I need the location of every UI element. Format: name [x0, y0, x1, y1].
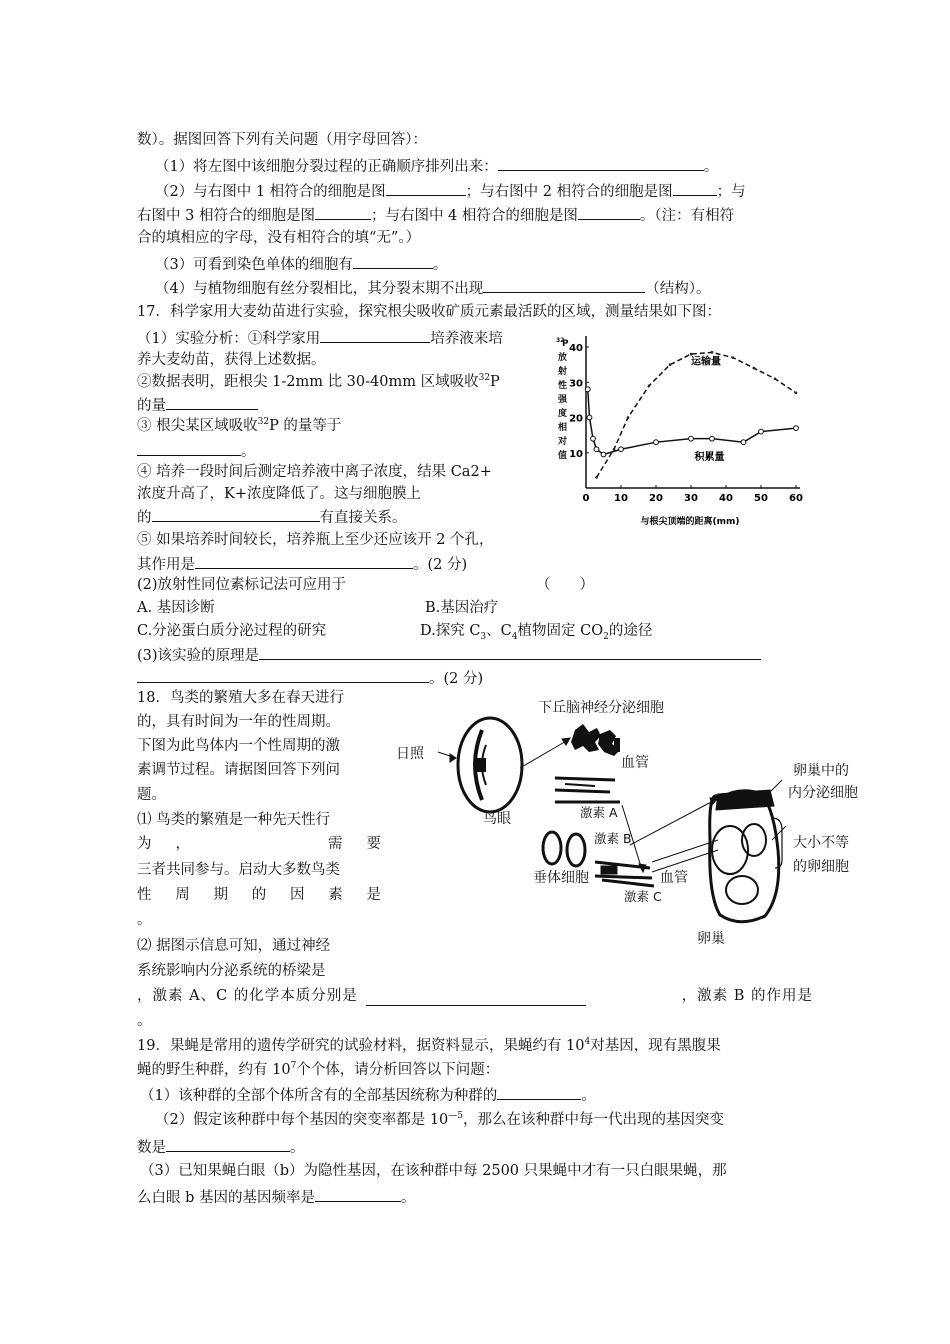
vessel-a — [555, 778, 620, 802]
q16-part2-line1: （2）与右图中 1 相符合的细胞是图 ；与右图中 2 相符合的细胞是图 ；与 — [155, 180, 746, 202]
q17-a1: （1）实验分析：①科学家用 培养液来培 — [137, 327, 503, 349]
q18-l1: 18．鸟类的繁殖大多在春天进行 — [137, 690, 344, 706]
chart-y-tick-label: 10 — [569, 448, 583, 460]
q16-intro: 数）。据图回答下列有关问题（用字母回答）： — [137, 132, 427, 148]
chart-point — [794, 426, 799, 431]
q17-a11: 其作用是 。(2 分) — [137, 553, 467, 575]
label-ovary-endocrine-2: 内分泌细胞 — [788, 785, 858, 801]
svg-text:32: 32 — [556, 337, 565, 344]
chart-point — [594, 447, 599, 452]
chart-point — [741, 440, 746, 445]
q18-l14: 。 — [137, 1013, 152, 1029]
chart-x-tick-label: 60 — [789, 493, 803, 504]
q17-a8: 浓度升高了，K+浓度降低了。这与细胞膜上 — [137, 486, 421, 502]
chart-point — [669, 364, 671, 366]
svg-text:对: 对 — [558, 437, 568, 447]
chart-point — [774, 378, 776, 380]
label-hormone-a: 激素 A — [580, 805, 618, 820]
q16-part2-line3: 合的填相应的字母，没有相符合的填“无”。） — [137, 230, 421, 246]
q19-p2: （2）假定该种群中每个基因的突变率都是 $10^{—5}$，那么在该种群中每一代出现的基因突变 — [155, 1111, 725, 1128]
ovary-drawing — [710, 790, 779, 922]
answer-blank[interactable] — [315, 204, 371, 220]
q17-c2: 。(2 分) — [137, 667, 483, 689]
answer-blank[interactable] — [315, 1186, 401, 1202]
option-a[interactable]: A. 基因诊断 — [137, 600, 215, 616]
svg-text:射: 射 — [558, 367, 568, 377]
q18-l11: ⑵ 据图示信息可知，通过神经 — [137, 938, 331, 954]
label-sunlight: 日照 — [396, 746, 424, 762]
root-uptake-chart — [548, 328, 810, 536]
option-d[interactable]: D.探究 $C_3$、$C_4$植物固定 $CO_2$的途径 — [420, 623, 653, 642]
q17-b1: (2)放射性同位素标记法可应用于 （ ） — [137, 577, 595, 593]
q18-l3: 下图为此鸟体内一个性周期的激 — [137, 738, 340, 754]
svg-text:值: 值 — [558, 451, 568, 461]
answer-blank[interactable] — [195, 553, 413, 569]
answer-blank[interactable] — [137, 667, 429, 683]
q18-l12: 系统影响内分泌系统的桥梁是 — [137, 963, 326, 979]
chart-point — [753, 367, 755, 369]
chart-y-tick-label: 40 — [569, 343, 583, 355]
label-vessel-2: 血管 — [660, 870, 688, 886]
svg-text:度: 度 — [558, 409, 568, 419]
answer-blank[interactable] — [320, 327, 430, 343]
q18-l6: ⑴ 鸟类的繁殖是一种先天性行 — [137, 812, 331, 828]
q19-l2: 蝇的野生种群，约有 $10^7$个个体，请分析回答以下问题： — [137, 1061, 500, 1078]
chart-point — [795, 392, 797, 394]
q18-l2: 的，具有时间为一年的性周期。 — [137, 714, 340, 730]
option-c[interactable]: C.分泌蛋白质分泌过程的研究 — [137, 623, 327, 639]
label-ovary: 卵巢 — [697, 931, 725, 947]
q17-a6: 。 — [137, 440, 256, 462]
q17-a2: 养大麦幼苗，获得上述数据。 — [137, 352, 326, 368]
chart-point — [627, 417, 629, 419]
chart-point — [596, 477, 598, 479]
answer-blank[interactable] — [166, 1136, 290, 1152]
q18-l8: 三者共同参与。启动大多数鸟类 — [137, 862, 340, 878]
chart-point — [759, 429, 764, 434]
pituitary-cells — [543, 832, 585, 866]
q16-part2-line2: 右图中 3 相符合的细胞是图 ；与右图中 4 相符合的细胞是图 。（注：有相符 — [137, 204, 734, 226]
answer-blank[interactable] — [673, 180, 717, 196]
bird-eye-drawing — [458, 718, 522, 812]
q19-p1: （1）该种群的全部个体所含有的全部基因统称为种群的 。 — [140, 1084, 596, 1106]
label-hormone-c: 激素 C — [624, 889, 662, 904]
label-hypothalamus: 下丘脑神经分泌细胞 — [538, 700, 664, 716]
q17-a9: 的 有直接关系。 — [137, 506, 407, 528]
chart-y-tick-label: 30 — [569, 378, 583, 390]
chart-point — [711, 352, 713, 354]
svg-text:放: 放 — [558, 353, 568, 363]
q18-l4: 素调节过程。请据图回答下列问 — [137, 762, 340, 778]
q18-l13: ，激素 A、C 的化学本质分别是 ，激素 B 的作用是 — [137, 988, 813, 1004]
q17-stem: 17．科学家用大麦幼苗进行实验，探究根尖吸收矿质元素最活跃的区域，测量结果如下图： — [137, 304, 721, 320]
chart-series-label: 积累量 — [694, 451, 725, 463]
chart-point — [587, 415, 592, 420]
svg-text:P: P — [562, 339, 569, 349]
q19-p3-cont: 么白眼 b 基因的基因频率是 。 — [137, 1186, 416, 1208]
q19-l1: 19．果蝇是常用的遗传学研究的试验材料，据资料显示，果蝇约有 $10^4$对基因，现有黑腹果 — [137, 1037, 721, 1054]
option-b[interactable]: B.基因治疗 — [425, 600, 499, 616]
chart-point — [601, 452, 606, 457]
answer-blank[interactable] — [366, 990, 586, 1006]
label-hormone-b: 激素 B — [594, 831, 632, 846]
chart-x-tick-label: 20 — [649, 493, 663, 504]
chart-x-tick-label: 40 — [719, 493, 733, 504]
q17-a4: 的量 — [137, 394, 258, 416]
chart-x-tick-label: 0 — [582, 493, 590, 504]
label-pituitary: 垂体细胞 — [533, 870, 589, 886]
q17-a5: ③ 根尖某区域吸收$^{32}$P 的量等于 — [137, 417, 342, 434]
chart-x-tick-label: 10 — [614, 493, 628, 504]
chart-xlabel: 与根尖顶端的距离(mm) — [640, 517, 740, 527]
q16-part3: （3）可看到染色单体的细胞有 。 — [155, 253, 447, 275]
hormone-regulation-diagram — [390, 690, 880, 960]
chart-point — [585, 387, 590, 392]
chart-y-tick-label: 20 — [569, 413, 583, 425]
chart-point — [732, 357, 734, 359]
q16-part1: （1）将左图中该细胞分裂过程的正确顺序排列出来： 。 — [155, 155, 718, 177]
label-oocytes-2: 的卵细胞 — [793, 859, 849, 875]
answer-blank[interactable] — [578, 204, 640, 220]
q18-l7: 为 ， 需 要 — [137, 836, 381, 852]
q18-l9: 性 周 期 的 因 素 是 — [137, 887, 381, 903]
q17-a10: ⑤ 如果培养时间较长，培养瓶上至少还应该开 2 个孔， — [137, 532, 494, 548]
q17-a3: ②数据表明，距根尖 1-2mm 比 30-40mm 区域吸收$^{32}$P — [137, 373, 500, 390]
answer-blank[interactable] — [386, 180, 466, 196]
q18-l5: 题。 — [137, 787, 166, 803]
answer-blank[interactable] — [166, 394, 258, 410]
hypothalamus-cells — [571, 724, 620, 756]
label-eye: 鸟眼 — [483, 811, 511, 827]
q17-options-ab — [137, 598, 498, 618]
q17-options-cd — [137, 621, 652, 641]
q16-part4: （4）与植物细胞有丝分裂相比，其分裂末期不出现 （结构）。 — [155, 277, 710, 299]
chart-point — [710, 436, 715, 441]
q19-p2-cont: 数是 。 — [137, 1136, 305, 1158]
chart-point — [648, 385, 650, 387]
chart-point — [654, 440, 659, 445]
chart-series-label: 运输量 — [691, 356, 721, 368]
svg-text:相: 相 — [558, 423, 568, 433]
answer-blank[interactable] — [497, 1084, 581, 1100]
q19-p3: （3）已知果蝇白眼（b）为隐性基因，在该种群中每 2500 只果蝇中才有一只白眼果蝇，那 — [140, 1163, 727, 1179]
answer-blank[interactable] — [152, 506, 320, 522]
q17-a7: ④ 培养一段时间后测定培养液中离子浓度，结果 Ca2+ — [137, 464, 492, 480]
answer-blank[interactable] — [498, 155, 704, 171]
chart-point — [689, 436, 694, 441]
chart-point — [690, 353, 692, 355]
chart-ylabel — [556, 337, 569, 461]
chart-point — [619, 447, 624, 452]
q17-c1: (3)该实验的原理是 — [137, 644, 761, 666]
answer-blank[interactable] — [353, 253, 433, 269]
chart-x-tick-label: 50 — [754, 493, 768, 504]
svg-text:性: 性 — [558, 381, 568, 391]
label-ovary-endocrine-1: 卵巢中的 — [793, 763, 849, 779]
chart-x-tick-label: 30 — [684, 493, 698, 504]
q18-l10: 。 — [137, 912, 152, 928]
label-vessel-1: 血管 — [621, 755, 649, 771]
answer-blank[interactable] — [259, 644, 761, 660]
chart-point — [613, 448, 615, 450]
answer-blank[interactable] — [483, 277, 645, 293]
answer-blank[interactable] — [137, 440, 241, 456]
chart-point — [591, 436, 596, 441]
chart-series-line — [588, 389, 796, 454]
label-oocytes-1: 大小不等 — [793, 835, 849, 851]
svg-text:强: 强 — [558, 395, 568, 405]
